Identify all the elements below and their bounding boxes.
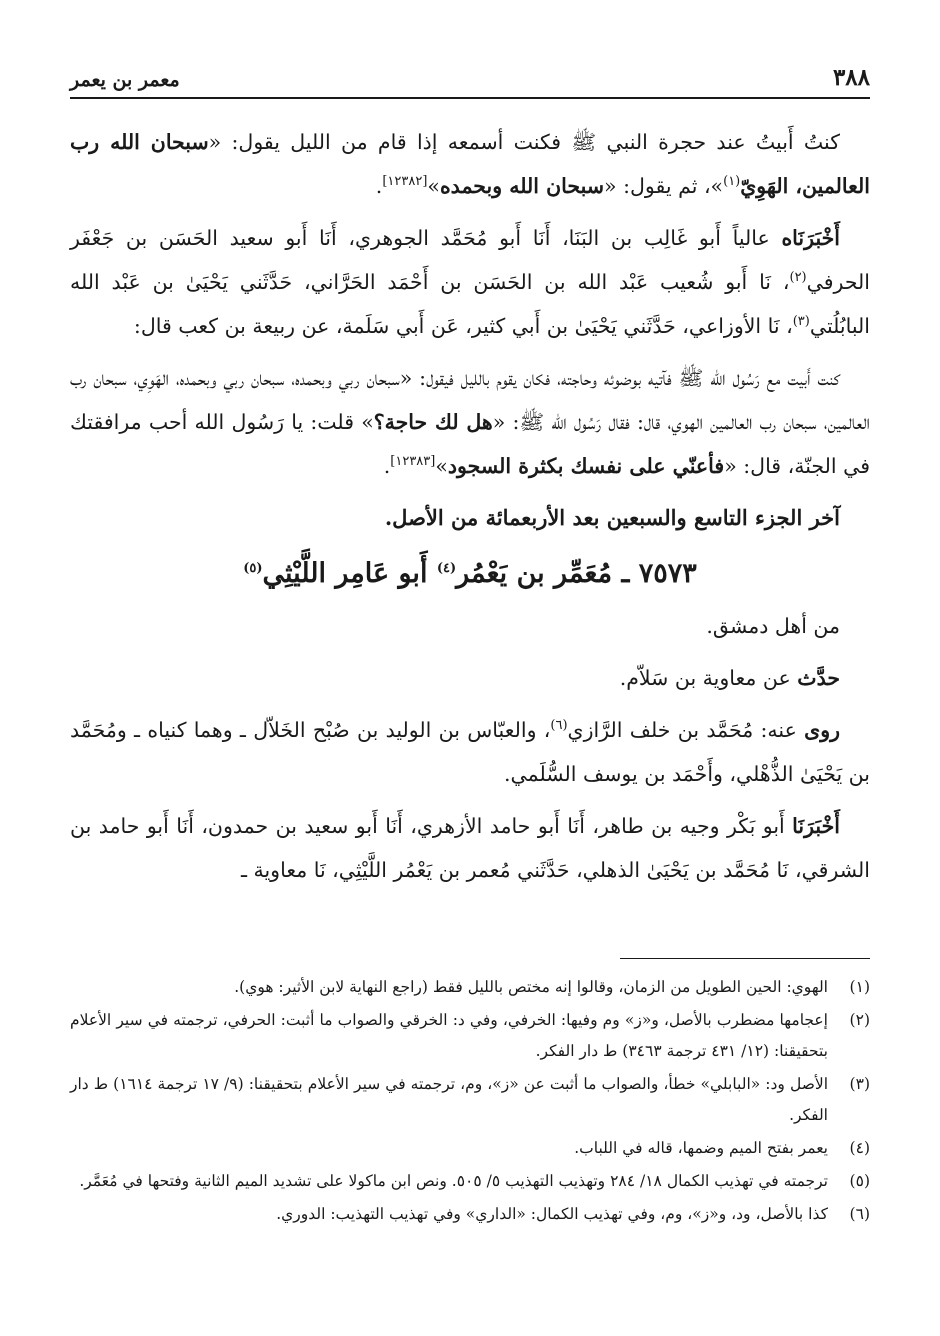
text-segment: . (375, 174, 383, 198)
lead-word: حدَّث (797, 666, 840, 690)
footnote-separator (620, 958, 870, 959)
text-segment: عالياً أَبو غَالِب بن البَنَا، أَنَا أَبو مُحَمَّد الجوهري، أَنَا أَبو سعيد الحَسَن بن جَعْفَر الحرفي (70, 226, 870, 294)
hadith-number: [١٢٣٨٣] (390, 454, 436, 470)
lead-word: أَخْبَرَنَا (792, 814, 840, 838)
text-segment: ، والعبّاس بن الوليد بن صُبْح الخَلاّل ـ وهما كنياه ـ ومُحَمَّد بن يَحْيَىٰ الذُّهْلي، وأَحْمَد بن يوسف السُّلَمي. (70, 718, 870, 786)
text-segment: كنت أَبيت مع رَسُول الله ﷺ فآتيه بوضوئه وحاجته، فكان يقوم بالليل فيقول: «سبحان ربي وبحمده، سبحان ربي وبحمده، الهَوِي، سبحان رب العالمين، سبحان رب العالمين الهوي، قال: فقال رَسُول الله ﷺ: « (70, 366, 870, 434)
quoted-text: سبحان الله وبحمده (439, 174, 605, 198)
footnote (70, 972, 870, 1003)
footnote-ref: (٦) (550, 718, 568, 734)
footnote-number: (١) (849, 978, 870, 996)
paragraph-isnad-2 (70, 804, 870, 892)
text-segment: . (383, 454, 391, 478)
text-segment: » (427, 174, 440, 198)
text-segment: ، نَا الأوزاعي، حَدَّثَني يَحْيَىٰ بن أَبي كثير، عَن أَبي سَلَمة، عن ربيعة بن كعب قال: (133, 314, 793, 338)
footnote-number: (٤) (849, 1139, 870, 1157)
footnotes (70, 972, 870, 1232)
footnote-ref: (٢) (789, 270, 807, 286)
footnote (70, 1005, 870, 1067)
footnote-text: الهوي: الحين الطويل من الزمان، وقالوا إنه مختص بالليل فقط (راجع النهاية لابن الأثير: هوي). (234, 978, 828, 996)
footnote-number: (٢) (849, 1011, 870, 1029)
part-end-note: آخر الجزء التاسع والسبعين بعد الأربعمائة من الأصل. (384, 505, 840, 530)
footnote-text: إعجامها مضطرب بالأصل، و«ز» وم وفيها: الخرفي، وفي د: الخرقي والصواب ما أثبت: الحرفي، ترجمته في سير الأعلام بتحقيقنا: (١٢/ ٤٣١ ترجمة ٣٤٦٣) ط دار الفكر. (70, 1011, 828, 1060)
footnote (70, 1069, 870, 1131)
footnote-text: الأصل ود: «البابلي» خطأ، والصواب ما أثبت عن «ز»، وم، ترجمته في سير الأعلام بتحقيقنا: (٩/ ١٧ ترجمة ١٦١٤) ط دار الفكر. (70, 1075, 828, 1124)
text-segment: ، نَا أَبو شُعيب عَبْد الله بن الحَسَن بن أَحْمَد الحَرَّاني، حَدَّثَني يَحْيَىٰ بن عَبْد الله البابُلُتي (70, 270, 870, 338)
paragraph-origin: من أهل دمشق. (706, 614, 840, 638)
text-segment: » قلت: يا رَسُول الله أحب مرافقتك في الجنّة، قال: « (70, 410, 870, 478)
footnote-text: كذا بالأصل، ود، و«ز»، وم، وفي تهذيب الكمال: «الداري» وفي تهذيب التهذيب: الدوري. (276, 1205, 828, 1223)
paragraph-narrators (70, 708, 870, 796)
footnote-text: يعمر بفتح الميم وضمها، قاله في اللباب. (574, 1139, 828, 1157)
text-segment: أَبو بَكْر وجيه بن طاهر، أَنَا أَبو حامد الأزهري، أَنَا أَبو سعيد بن حمدون، أَنَا أَبو حامد بن الشرقي، نَا مُحَمَّد بن يَحْيَىٰ الذهلي، حَدَّثَني مُعمر بن يَعْمُر اللَّيْثِي، نَا معاوية ـ (70, 814, 870, 882)
text-segment: » (435, 454, 448, 478)
entry-heading-name: ٧٥٧٣ ـ مُعَمِّر بن يَعْمُر (456, 558, 697, 589)
page-number: ٣٨٨ (832, 64, 870, 91)
footnote-text: ترجمته في تهذيب الكمال ١٨/ ٢٨٤ وتهذيب التهذيب ٥/ ٥٠٥. ونص ابن ماكولا على تشديد الميم الثانية وفتحها في مُعَمَّر. (79, 1172, 828, 1190)
page-header (70, 55, 870, 99)
quoted-text: هل لك حاجة؟ (373, 410, 493, 434)
footnote-number: (٥) (849, 1172, 870, 1190)
entry-heading-kunya: أَبو عَامِر اللَّيْثِي (262, 558, 437, 589)
footnote (70, 1199, 870, 1230)
footnote-number: (٦) (849, 1205, 870, 1223)
text-segment: »، ثم يقول: « (604, 174, 724, 198)
footnote-ref: (٤) (436, 561, 457, 576)
footnote-ref: (١) (723, 174, 741, 190)
footnote (70, 1133, 870, 1164)
running-head: معمر بن يعمر (70, 69, 180, 91)
quoted-text: فأعنّي على نفسك بكثرة السجود (447, 454, 725, 478)
text-segment: عنه: مُحَمَّد بن خلف الرَّازي (567, 718, 805, 742)
paragraph-hadith-2 (70, 356, 870, 488)
hadith-number: [١٢٣٨٢] (382, 174, 428, 190)
main-text (70, 120, 870, 900)
footnote (70, 1166, 870, 1197)
footnote-ref: (٥) (243, 561, 263, 576)
quoted-text: سبحان الله رب العالمين، الهَوِيّ (70, 130, 870, 198)
paragraph-isnad-1 (70, 216, 870, 348)
lead-word: روى (804, 718, 841, 742)
paragraph-narrated-from (70, 656, 870, 700)
entry-heading (70, 546, 870, 602)
footnote-ref: (٣) (792, 314, 810, 330)
text-segment: عن معاوية بن سَلاّم. (619, 666, 798, 690)
paragraph-hadith-1 (70, 120, 870, 208)
text-segment: كنتُ أَبيتُ عند حجرة النبي ﷺ فكنت أسمعه إذا قام من الليل يقول: « (208, 130, 841, 154)
lead-word: أَخْبَرَنَاه (781, 226, 840, 250)
footnote-number: (٣) (849, 1075, 870, 1093)
